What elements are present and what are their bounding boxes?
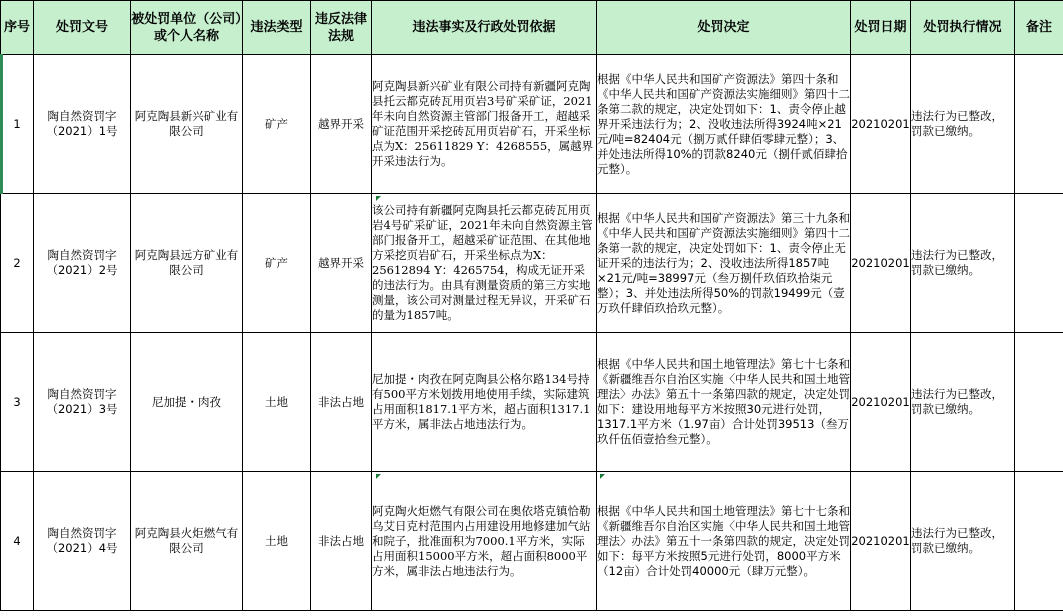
cell-facts[interactable]: 尼加提・肉孜在阿克陶县公格尔路134号持有500平方米划拨用地使用手续，实际建筑占用面积1817.1平方米，超占面积1317.1平方米，属非法占地违法行为。 bbox=[372, 333, 597, 472]
cell-doc-no[interactable]: 陶自然资罚字（2021）4号 bbox=[34, 472, 131, 611]
selected-row-indicator bbox=[0, 54, 3, 194]
cell-no[interactable]: 4 bbox=[1, 472, 34, 611]
cell-law[interactable]: 非法占地 bbox=[311, 472, 372, 611]
cell-date[interactable]: 20210201 bbox=[851, 55, 911, 194]
header-execution[interactable]: 处罚执行情况 bbox=[911, 1, 1015, 55]
cell-remark[interactable] bbox=[1015, 333, 1063, 472]
cell-type[interactable]: 矿产 bbox=[243, 55, 311, 194]
cell-remark[interactable] bbox=[1015, 472, 1063, 611]
cell-execution[interactable]: 违法行为已整改，罚款已缴纳。 bbox=[911, 472, 1015, 611]
header-doc-no[interactable]: 处罚文号 bbox=[34, 1, 131, 55]
cell-law[interactable]: 非法占地 bbox=[311, 333, 372, 472]
cell-doc-no[interactable]: 陶自然资罚字（2021）1号 bbox=[34, 55, 131, 194]
header-type[interactable]: 违法类型 bbox=[243, 1, 311, 55]
cell-no[interactable]: 2 bbox=[1, 194, 34, 333]
table-row bbox=[1, 194, 1063, 333]
cell-decision[interactable]: 根据《中华人民共和国土地管理法》第七十七条和《新疆维吾尔自治区实施〈中华人民共和国土地管理法〉办法》第五十一条第四款的规定，决定处罚如下：建设用地每平方米按照30元进行处罚，1317.1平方米（1.97亩）合计处罚39513（叁万玖仟伍佰壹拾叁元整）。 bbox=[597, 333, 851, 472]
cell-party[interactable]: 阿克陶县新兴矿业有限公司 bbox=[131, 55, 243, 194]
cell-date[interactable]: 20210201 bbox=[851, 194, 911, 333]
header-party[interactable]: 被处罚单位（公司）或个人名称 bbox=[131, 1, 243, 55]
cell-doc-no[interactable]: 陶自然资罚字（2021）2号 bbox=[34, 194, 131, 333]
cell-no[interactable]: 3 bbox=[1, 333, 34, 472]
cell-date[interactable]: 20210201 bbox=[851, 472, 911, 611]
table-row bbox=[1, 333, 1063, 472]
table-row bbox=[1, 472, 1063, 611]
cell-party[interactable]: 尼加提・肉孜 bbox=[131, 333, 243, 472]
header-facts[interactable]: 违法事实及行政处罚依据 bbox=[372, 1, 597, 55]
header-decision[interactable]: 处罚决定 bbox=[597, 1, 851, 55]
header-no[interactable]: 序号 bbox=[1, 1, 34, 55]
cell-remark[interactable] bbox=[1015, 55, 1063, 194]
cell-law[interactable]: 越界开采 bbox=[311, 194, 372, 333]
cell-type[interactable]: 矿产 bbox=[243, 194, 311, 333]
cell-doc-no[interactable]: 陶自然资罚字（2021）3号 bbox=[34, 333, 131, 472]
cell-decision[interactable]: 根据《中华人民共和国矿产资源法》第四十条和《中华人民共和国矿产资源法实施细则》第四十二条第二款的规定，决定处罚如下：1、责令停止越界开采违法行为；2、没收违法所得3924吨×21元/吨=82404元（捌万贰仟肆佰零肆元整）；3、并处违法所得10%的罚款8240元（捌仟贰佰肆拾元整）。 bbox=[597, 55, 851, 194]
cell-facts[interactable]: 阿克陶火炬燃气有限公司在奥依塔克镇恰勒乌艾日克村范围内占用建设用地修建加气站和院子，批准面积为7000.1平方米，实际占用面积15000平方米，超占面积8000平方米，属非法占地违法行为。 bbox=[372, 472, 597, 611]
header-remark[interactable]: 备注 bbox=[1015, 1, 1063, 55]
cell-decision[interactable]: 根据《中华人民共和国矿产资源法》第三十九条和《中华人民共和国矿产资源法实施细则》第四十二条第一款的规定，决定处罚如下：1、责令停止无证开采的违法行为；2、没收违法所得1857吨×21元/吨=38997元（叁万捌仟玖佰玖拾柒元整）；3、并处违法所得50%的罚款19499元（壹万玖仟肆佰玖拾玖元整）。 bbox=[597, 194, 851, 333]
cell-date[interactable]: 20210201 bbox=[851, 333, 911, 472]
cell-remark[interactable] bbox=[1015, 194, 1063, 333]
cell-no[interactable]: 1 bbox=[1, 55, 34, 194]
cell-execution[interactable]: 违法行为已整改，罚款已缴纳。 bbox=[911, 333, 1015, 472]
cell-facts[interactable]: 该公司持有新疆阿克陶县托云都克砖瓦用页岩4号矿采矿证，2021年未向自然资源主管部门报备开工，超越采矿证范围、在其他地方采挖页岩矿石，开采坐标点为X：25612894 Y：4265754，构成无证开采的违法行为。由具有测量资质的第三方实地测量，该公司对测量过程无异议，开采矿石的量为1857吨。 bbox=[372, 194, 597, 333]
table-row bbox=[1, 55, 1063, 194]
cell-facts[interactable]: 阿克陶县新兴矿业有限公司持有新疆阿克陶县托云都克砖瓦用页岩3号矿采矿证，2021年未向自然资源主管部门报备开工，超越采矿证范围开采挖砖瓦用页岩矿石，开采坐标点为X：25611829 Y：4268555，属越界开采违法行为。 bbox=[372, 55, 597, 194]
cell-execution[interactable]: 违法行为已整改，罚款已缴纳。 bbox=[911, 194, 1015, 333]
cell-comment-marker bbox=[376, 196, 381, 201]
cell-law[interactable]: 越界开采 bbox=[311, 55, 372, 194]
cell-decision[interactable]: 根据《中华人民共和国土地管理法》第七十七条和《新疆维吾尔自治区实施〈中华人民共和国土地管理法〉办法》第五十一条第四款的规定，决定处罚如下：每平方米按照5元进行处罚，8000平方米（12亩）合计处罚40000元（肆万元整）。 bbox=[597, 472, 851, 611]
cell-comment-marker bbox=[376, 474, 381, 479]
cell-type[interactable]: 土地 bbox=[243, 333, 311, 472]
cell-party[interactable]: 阿克陶县火炬燃气有限公司 bbox=[131, 472, 243, 611]
header-date[interactable]: 处罚日期 bbox=[851, 1, 911, 55]
header-law[interactable]: 违反法律法规 bbox=[311, 1, 372, 55]
cell-comment-marker bbox=[600, 474, 605, 479]
cell-execution[interactable]: 违法行为已整改，罚款已缴纳。 bbox=[911, 55, 1015, 194]
cell-party[interactable]: 阿克陶县远方矿业有限公司 bbox=[131, 194, 243, 333]
header-row bbox=[1, 1, 1063, 55]
cell-type[interactable]: 土地 bbox=[243, 472, 311, 611]
